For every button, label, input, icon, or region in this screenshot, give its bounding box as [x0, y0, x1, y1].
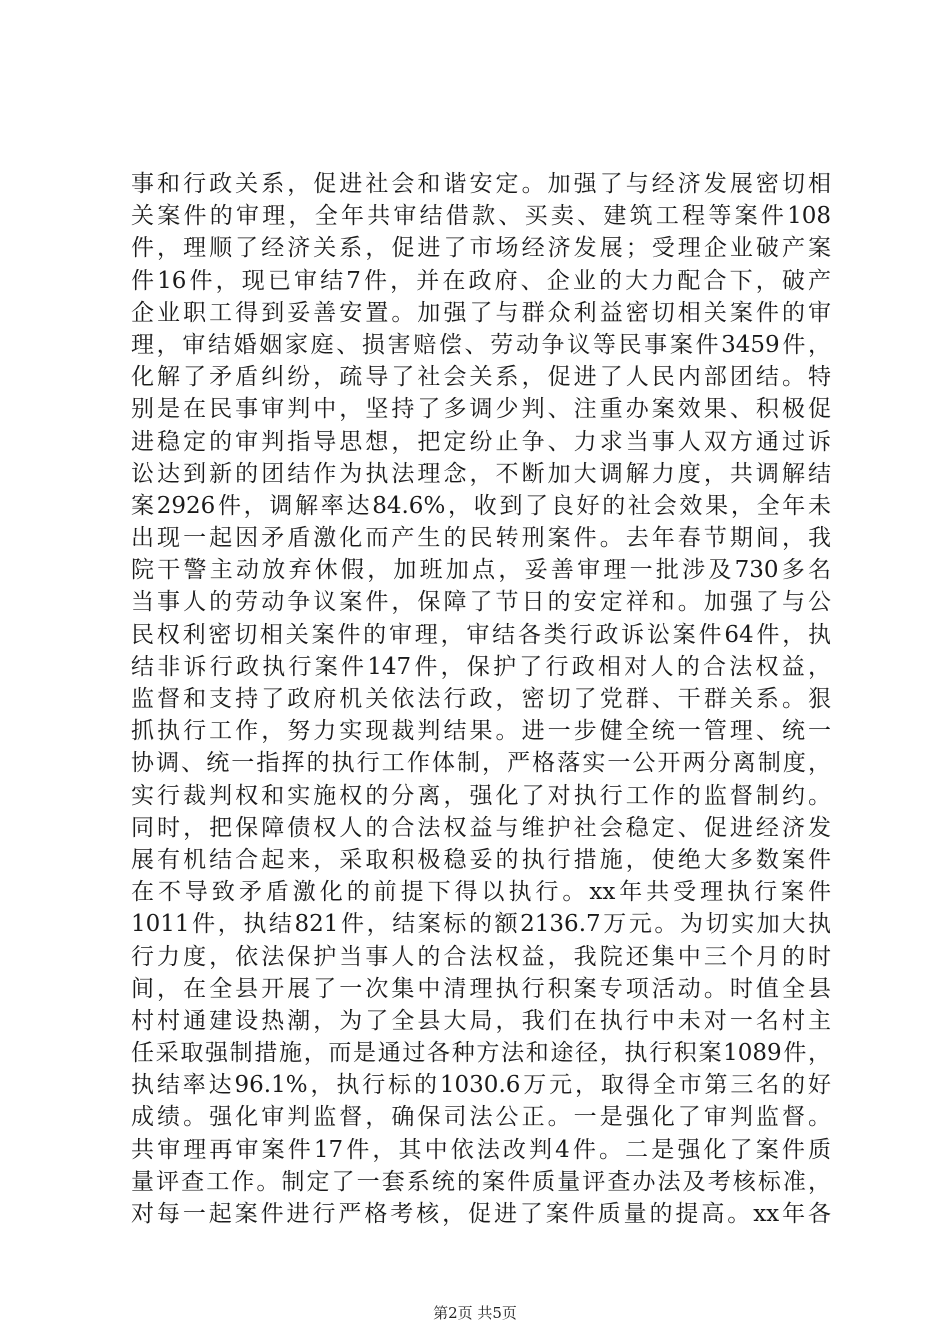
text-line: 化解了矛盾纠纷，疏导了社会关系，促进了人民内部团结。特: [131, 364, 831, 391]
text-line: 对每一起案件进行严格考核，促进了案件质量的提高。xx年各: [131, 1201, 831, 1227]
text-line: 展有机结合起来，采取积极稳妥的执行措施，使绝大多数案件: [131, 846, 831, 873]
text-line: 协调、统一指挥的执行工作体制，严格落实一公开两分离制度，: [131, 750, 831, 777]
text-line: 监督和支持了政府机关依法行政，密切了党群、干群关系。狠: [131, 686, 831, 712]
text-line: 结非诉行政执行案件147件，保护了行政相对人的合法权益，: [131, 653, 831, 680]
text-line: 成绩。强化审判监督，确保司法公正。一是强化了审判监督。: [131, 1104, 831, 1131]
text-line: 关案件的审理，全年共审结借款、买卖、建筑工程等案件108: [131, 203, 831, 230]
text-line: 别是在民事审判中，坚持了多调少判、注重办案效果、积极促: [131, 396, 831, 423]
text-line: 民权利密切相关案件的审理，审结各类行政诉讼案件64件，执: [131, 621, 831, 648]
text-line: 共审理再审案件17件，其中依法改判4件。二是强化了案件质: [131, 1136, 831, 1163]
text-line: 实行裁判权和实施权的分离，强化了对执行工作的监督制约。: [131, 782, 831, 809]
text-line: 当事人的劳动争议案件，保障了节日的安定祥和。加强了与公: [131, 589, 831, 616]
text-line: 量评查工作。制定了一套系统的案件质量评查办法及考核标准，: [131, 1168, 831, 1195]
text-line: 村村通建设热潮，为了全县大局，我们在执行中未对一名村主: [131, 1007, 831, 1034]
text-line: 案2926件，调解率达84.6%，收到了良好的社会效果，全年未: [131, 492, 831, 519]
text-line: 任采取强制措施，而是通过各种方法和途径，执行积案1089件，: [131, 1040, 831, 1067]
page-footer: 第2页 共5页: [433, 1304, 517, 1322]
text-line: 理，审结婚姻家庭、损害赔偿、劳动争议等民事案件3459件，: [131, 331, 831, 358]
body-text: [131, 168, 831, 1230]
text-line: 同时，把保障债权人的合法权益与维护社会稳定、促进经济发: [131, 814, 831, 841]
text-line: 企业职工得到妥善安置。加强了与群众利益密切相关案件的审: [131, 299, 831, 326]
text-line: 行力度，依法保护当事人的合法权益，我院还集中三个月的时: [131, 943, 831, 970]
text-line: 间，在全县开展了一次集中清理执行积案专项活动。时值全县: [131, 975, 831, 1002]
text-line: 院干警主动放弃休假，加班加点，妥善审理一批涉及730多名: [131, 557, 831, 584]
text-line: 件16件，现已审结7件，并在政府、企业的大力配合下，破产: [131, 267, 831, 294]
text-line: 1011件，执结821件，结案标的额2136.7万元。为切实加大执: [131, 911, 831, 938]
text-line: 出现一起因矛盾激化而产生的民转刑案件。去年春节期间，我: [131, 525, 831, 552]
text-line: 进稳定的审判指导思想，把定纷止争、力求当事人双方通过诉: [131, 428, 831, 455]
text-line: 在不导致矛盾激化的前提下得以执行。xx年共受理执行案件: [131, 879, 831, 906]
text-line: 事和行政关系，促进社会和谐安定。加强了与经济发展密切相: [131, 171, 831, 197]
text-line: 件，理顺了经济关系，促进了市场经济发展；受理企业破产案: [131, 235, 831, 262]
text-line: 抓执行工作，努力实现裁判结果。进一步健全统一管理、统一: [131, 718, 831, 745]
text-line: 讼达到新的团结作为执法理念，不断加大调解力度，共调解结: [131, 460, 831, 487]
text-line: 执结率达96.1%，执行标的1030.6万元，取得全市第三名的好: [131, 1072, 831, 1099]
